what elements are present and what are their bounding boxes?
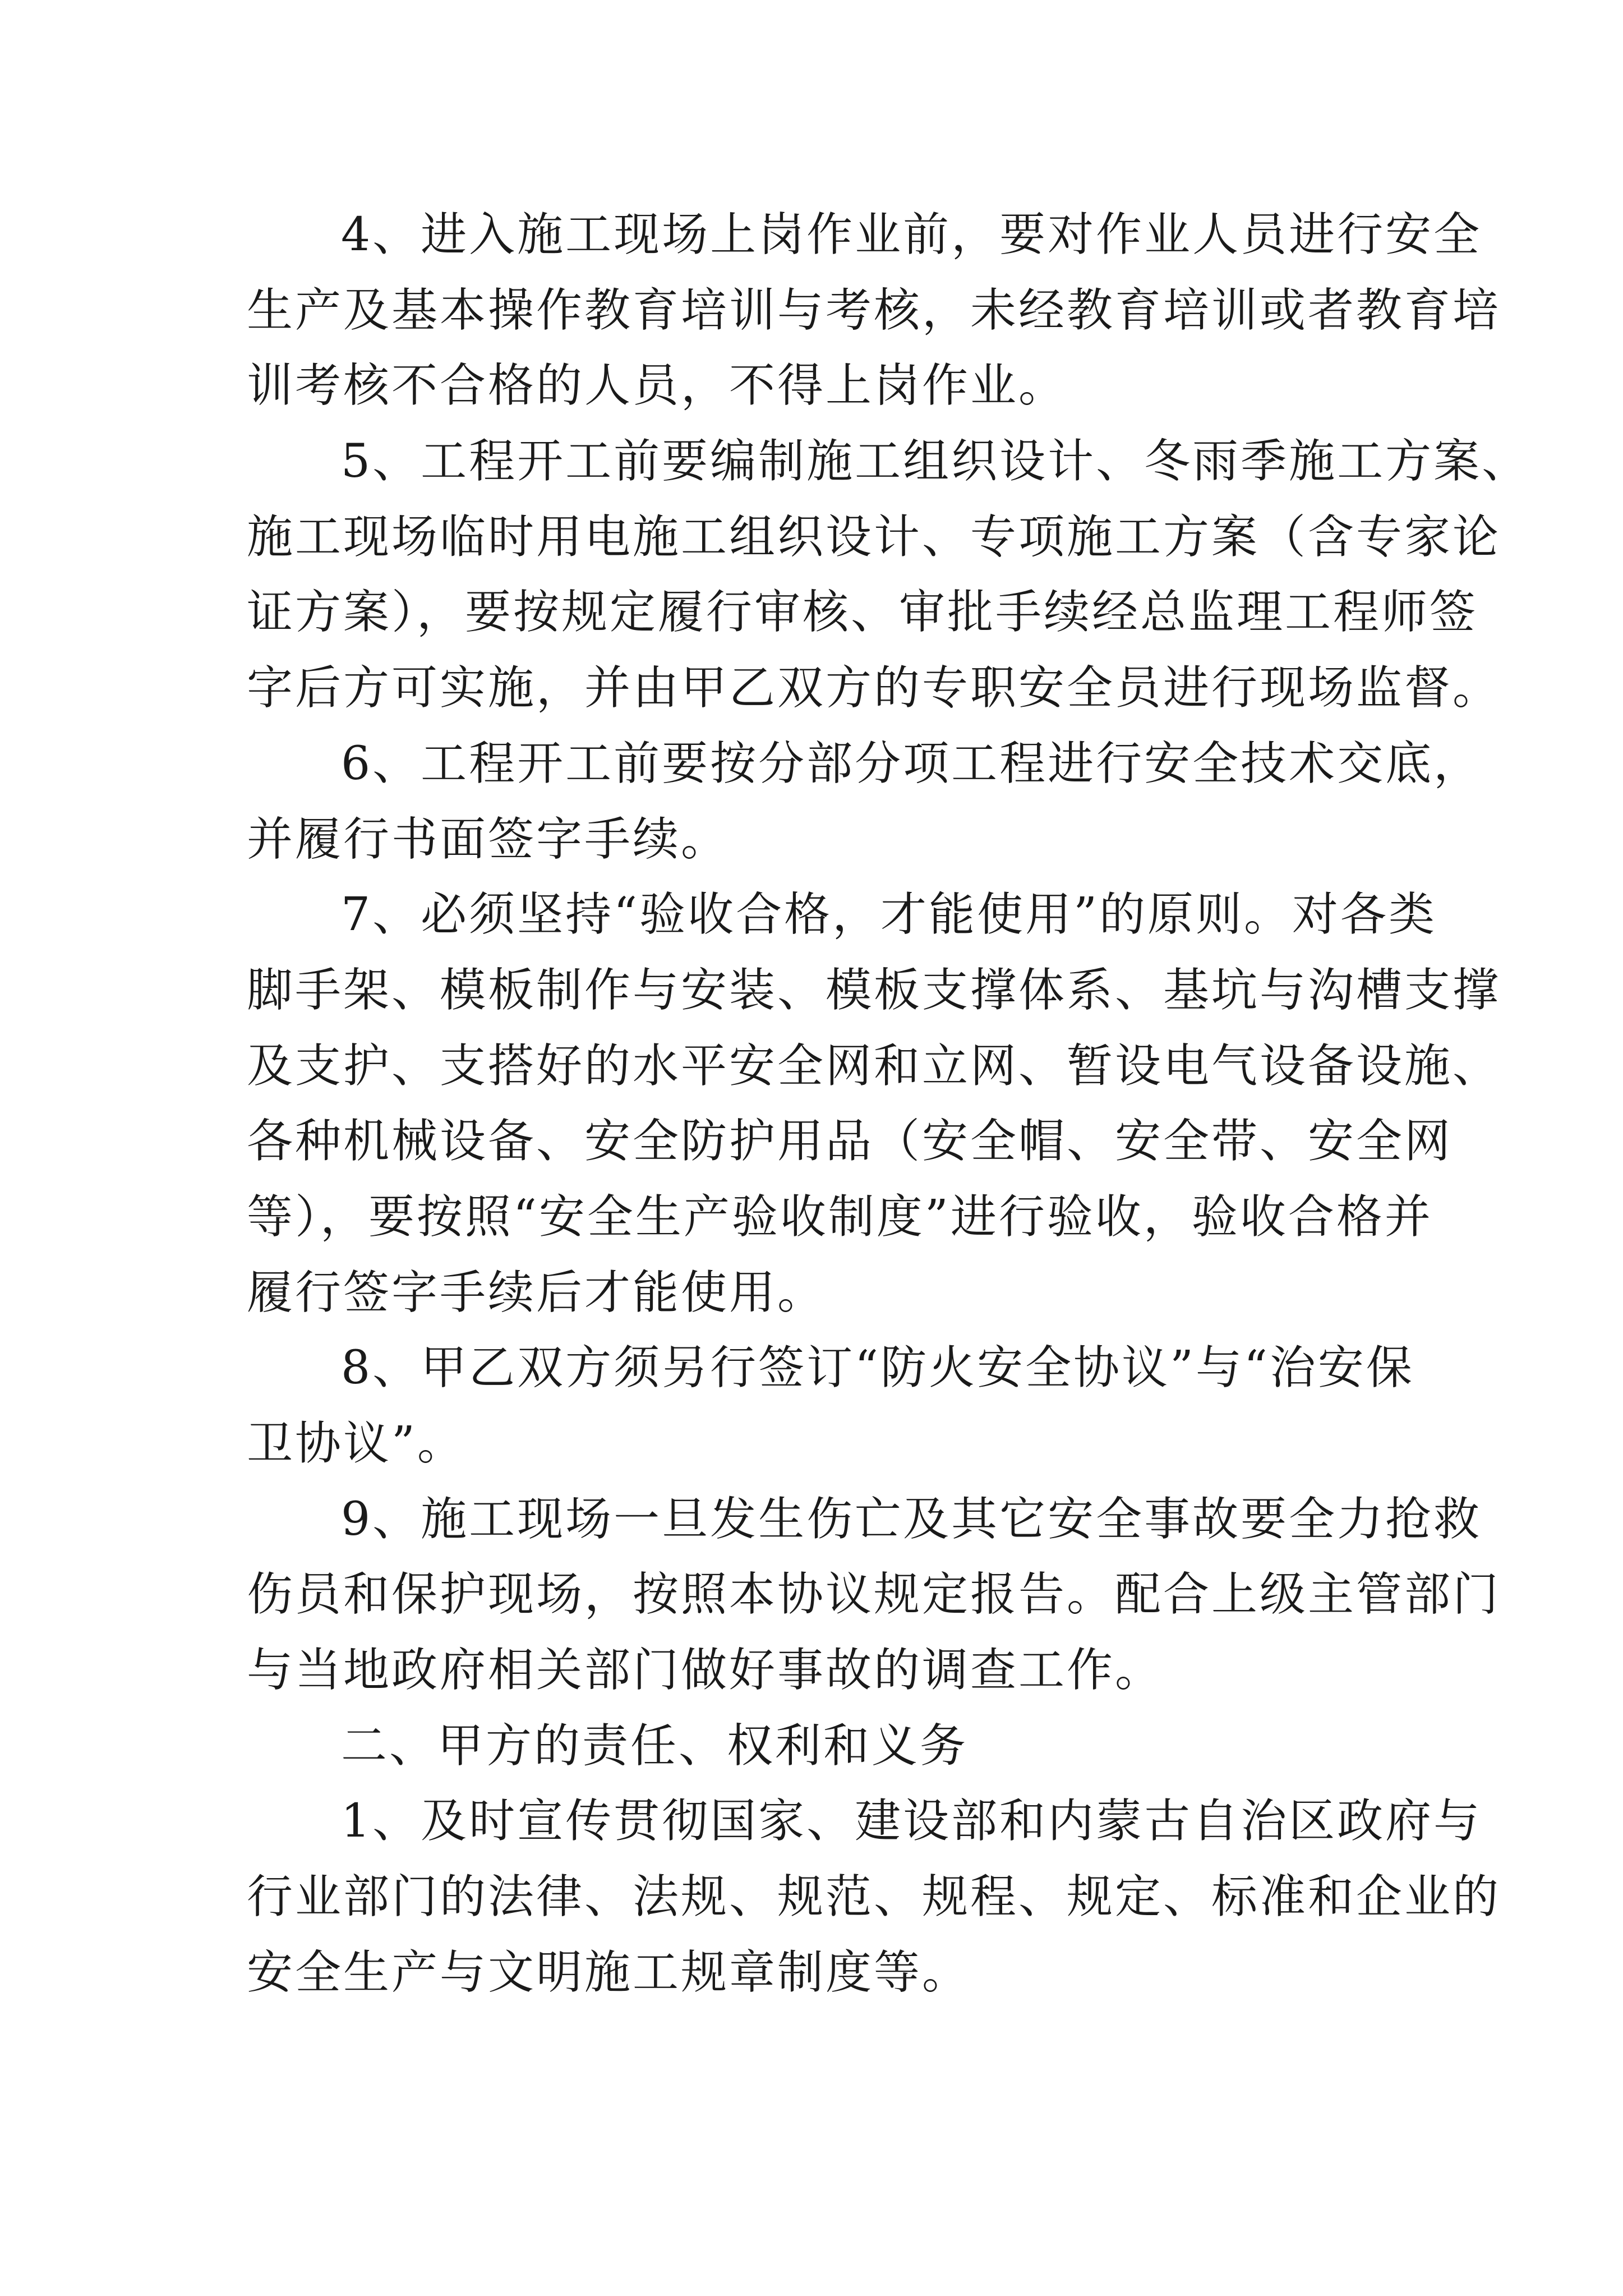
text-line: 脚手架、模板制作与安装、模板支撑体系、基坑与沟槽支撑 [247,963,1501,1017]
document-body [247,197,1530,2011]
text-line: 生产及基本操作教育培训与考核，未经教育培训或者教育培 [247,283,1501,337]
text-line: 各种机械设备、安全防护用品（安全帽、安全带、安全网 [247,1115,1453,1168]
text-line: 5、工程开工前要编制施工组织设计、冬雨季施工方案、 [341,435,1530,489]
text-line: 履行签字手续后才能使用。 [247,1266,826,1319]
text-line: 8、甲乙双方须另行签订“防火安全协议”与“治安保 [341,1341,1414,1395]
text-line: 伤员和保护现场，按照本协议规定报告。配合上级主管部门 [247,1568,1501,1622]
text-line: 字后方可实施，并由甲乙双方的专职安全员进行现场监督。 [247,661,1501,715]
section-heading: 二、甲方的责任、权利和义务 [341,1719,969,1773]
text-line: 等），要按照“安全生产验收制度”进行验收，验收合格并 [247,1190,1433,1244]
text-line: 7、必须坚持“验收合格，才能使用”的原则。对各类 [341,888,1437,942]
text-line: 6、工程开工前要按分部分项工程进行安全技术交底， [341,737,1482,790]
text-line: 1、及时宣传贯彻国家、建设部和内蒙古自治区政府与 [341,1795,1482,1848]
text-line: 并履行书面签字手续。 [247,812,730,866]
text-line: 行业部门的法律、法规、规范、规程、规定、标准和企业的 [247,1870,1501,1924]
text-line: 4、进入施工现场上岗作业前，要对作业人员进行安全 [341,208,1482,261]
text-line: 证方案），要按规定履行审核、审批手续经总监理工程师签 [247,586,1478,639]
text-line: 卫协议”。 [247,1417,465,1470]
text-line: 安全生产与文明施工规章制度等。 [247,1945,971,1999]
text-line: 与当地政府相关部门做好事故的调查工作。 [247,1644,1164,1697]
text-line: 9、施工现场一旦发生伤亡及其它安全事故要全力抢救 [341,1492,1482,1546]
text-line: 及支护、支搭好的水平安全网和立网、暂设电气设备设施、 [247,1039,1501,1093]
text-line: 施工现场临时用电施工组织设计、专项施工方案（含专家论 [247,510,1501,564]
text-line: 训考核不合格的人员，不得上岗作业。 [247,359,1067,413]
